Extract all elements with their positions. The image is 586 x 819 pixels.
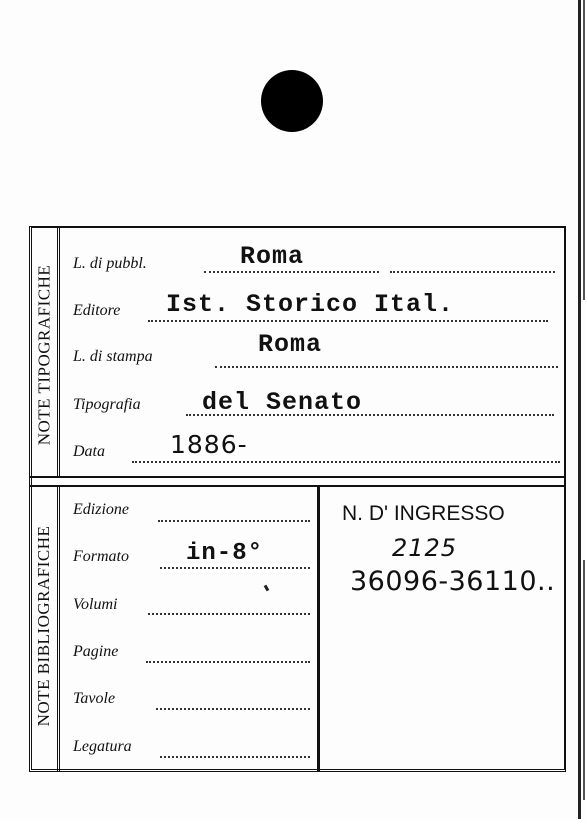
section-divider bbox=[29, 476, 566, 487]
value-data: 1886- bbox=[170, 430, 248, 459]
dotline-legatura bbox=[160, 756, 310, 758]
label-edizione: Edizione bbox=[73, 501, 129, 518]
value-luogo-pubblicazione: Roma bbox=[240, 242, 305, 271]
ingresso-number: 2125 bbox=[392, 534, 458, 562]
card-edge bbox=[578, 0, 581, 819]
dotline-edizione bbox=[158, 520, 310, 522]
value-editore: Ist. Storico Ital. bbox=[166, 290, 455, 319]
section-label-tipografiche: NOTE TIPOGRAFICHE bbox=[34, 264, 54, 446]
dotline-luogo-pubblicazione bbox=[204, 271, 379, 273]
dotline-data bbox=[132, 461, 560, 463]
dotline-formato bbox=[160, 567, 310, 569]
dotline-tavole bbox=[156, 708, 310, 710]
dotline-luogo-stampa bbox=[215, 366, 558, 368]
dotline-pagine bbox=[146, 661, 310, 663]
label-luogo-pubblicazione: L. di pubbl. bbox=[73, 255, 147, 272]
label-luogo-stampa: L. di stampa bbox=[73, 348, 153, 365]
dotline-volumi bbox=[148, 613, 310, 615]
label-tipografia: Tipografia bbox=[73, 396, 141, 413]
label-legatura: Legatura bbox=[73, 738, 132, 755]
label-tavole: Tavole bbox=[73, 690, 116, 707]
label-pagine: Pagine bbox=[73, 643, 119, 660]
ingresso-label: N. D' INGRESSO bbox=[342, 502, 505, 525]
value-luogo-stampa: Roma bbox=[258, 330, 323, 359]
card-edge-shadow bbox=[583, 0, 585, 300]
dotline-luogo-pubblicazione-2 bbox=[390, 271, 555, 273]
ingresso-range: 36096-36110.. bbox=[350, 566, 556, 597]
label-volumi: Volumi bbox=[73, 596, 118, 613]
label-formato: Formato bbox=[73, 548, 129, 565]
value-formato: in-8° bbox=[186, 540, 264, 567]
section-label-bibliografiche: NOTE BIBLIOGRAFICHE bbox=[34, 525, 53, 727]
value-tipografia: del Senato bbox=[202, 388, 363, 417]
dotline-editore bbox=[148, 320, 548, 322]
card-edge-shadow-lower bbox=[583, 560, 585, 800]
label-editore: Editore bbox=[73, 302, 121, 319]
punch-hole bbox=[261, 70, 323, 132]
column-divider bbox=[317, 487, 320, 772]
label-data: Data bbox=[73, 443, 105, 460]
